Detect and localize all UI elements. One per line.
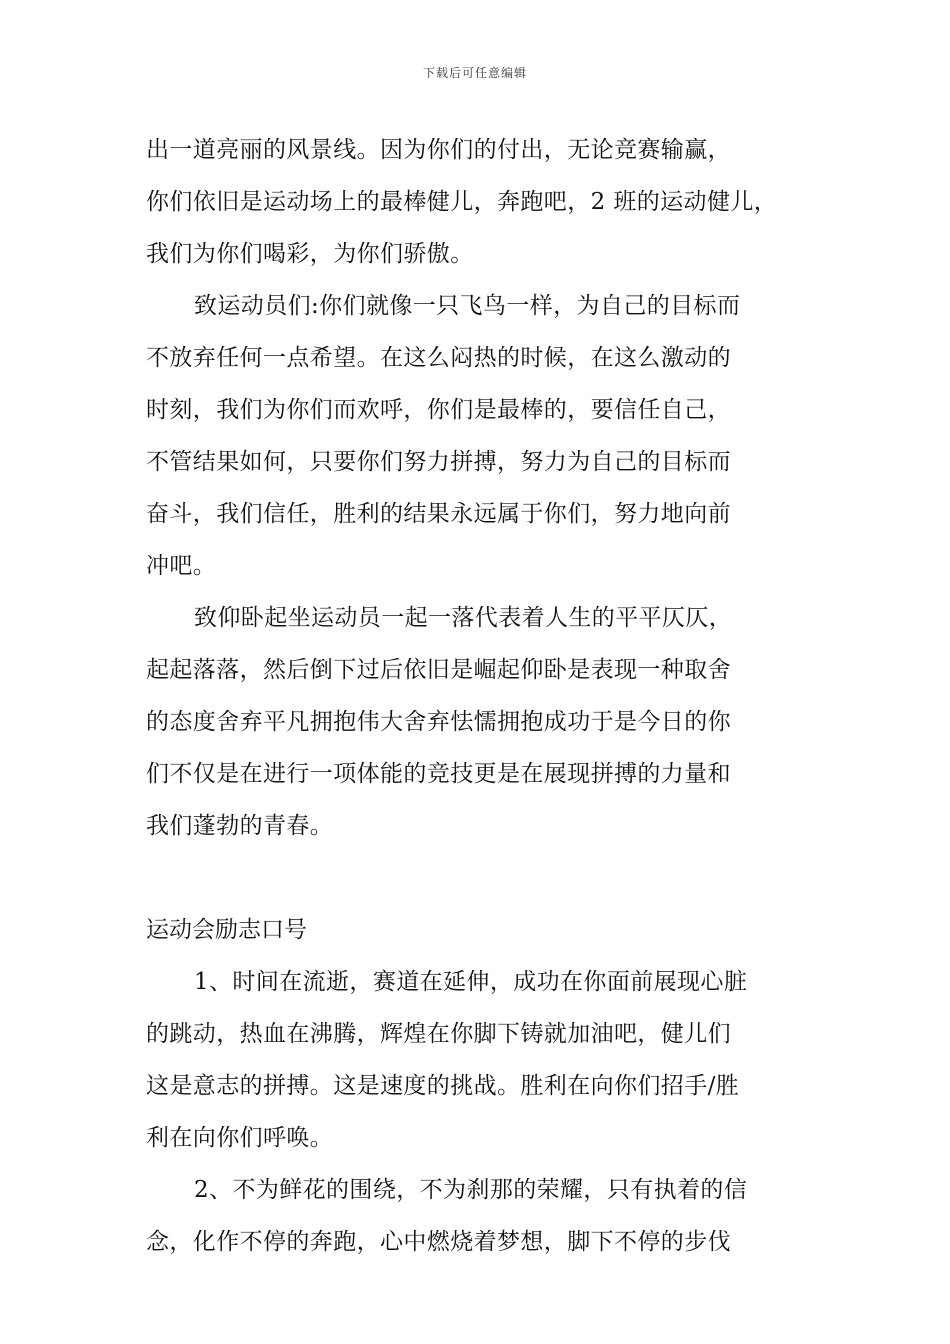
slogan-line: 1、时间在流逝，赛道在延伸，成功在你面前展现心脏	[194, 969, 748, 995]
paragraph-line: 起起落落，然后倒下过后依旧是崛起仰卧是表现一种取舍	[146, 657, 731, 683]
slogan-line: 念，化作不停的奔跑，心中燃烧着梦想，脚下不停的步伐	[146, 1229, 731, 1255]
paragraph-line: 时刻，我们为你们而欢呼，你们是最棒的，要信任自己，	[146, 397, 731, 423]
slogan-line: 2、不为鲜花的围绕，不为刹那的荣耀，只有执着的信	[194, 1177, 748, 1203]
slogan-1	[146, 956, 808, 1164]
document-body	[146, 124, 808, 1268]
paragraph-line: 不放弃任何一点希望。在这么闷热的时候，在这么激动的	[146, 345, 731, 371]
paragraph-line: 不管结果如何，只要你们努力拼搏，努力为自己的目标而	[146, 449, 731, 475]
slogan-2	[146, 1164, 808, 1268]
slogan-line: 的跳动，热血在沸腾，辉煌在你脚下铸就加油吧，健儿们	[146, 1021, 731, 1047]
slogan-line: 利在向你们呼唤。	[146, 1125, 334, 1151]
paragraph-3	[146, 592, 808, 852]
paragraph-line: 我们蓬勃的青春。	[146, 813, 334, 839]
paragraph-1	[146, 124, 808, 280]
paragraph-2	[146, 280, 808, 592]
paragraph-line: 我们为你们喝彩，为你们骄傲。	[146, 241, 474, 267]
paragraph-line: 冲吧。	[146, 553, 217, 579]
paragraph-line: 奋斗，我们信任，胜利的结果永远属于你们，努力地向前	[146, 501, 731, 527]
slogan-line: 这是意志的拼搏。这是速度的挑战。胜利在向你们招手/胜	[146, 1073, 740, 1099]
blank-line	[146, 852, 808, 904]
paragraph-line: 们不仅是在进行一项体能的竞技更是在展现拼搏的力量和	[146, 761, 731, 787]
section-title: 运动会励志口号	[146, 917, 307, 943]
page-header: 下载后可任意编辑	[422, 66, 527, 80]
paragraph-line: 出一道亮丽的风景线。因为你们的付出，无论竞赛输赢，	[146, 137, 731, 163]
paragraph-line: 致仰卧起坐运动员一起一落代表着人生的平平仄仄，	[194, 605, 733, 631]
paragraph-line: 致运动员们:你们就像一只飞鸟一样，为自己的目标而	[194, 293, 741, 319]
paragraph-line: 的态度舍弃平凡拥抱伟大舍弃怯懦拥抱成功于是今日的你	[146, 709, 731, 735]
paragraph-line: 你们依旧是运动场上的最棒健儿，奔跑吧，2 班的运动健儿，	[146, 189, 778, 215]
